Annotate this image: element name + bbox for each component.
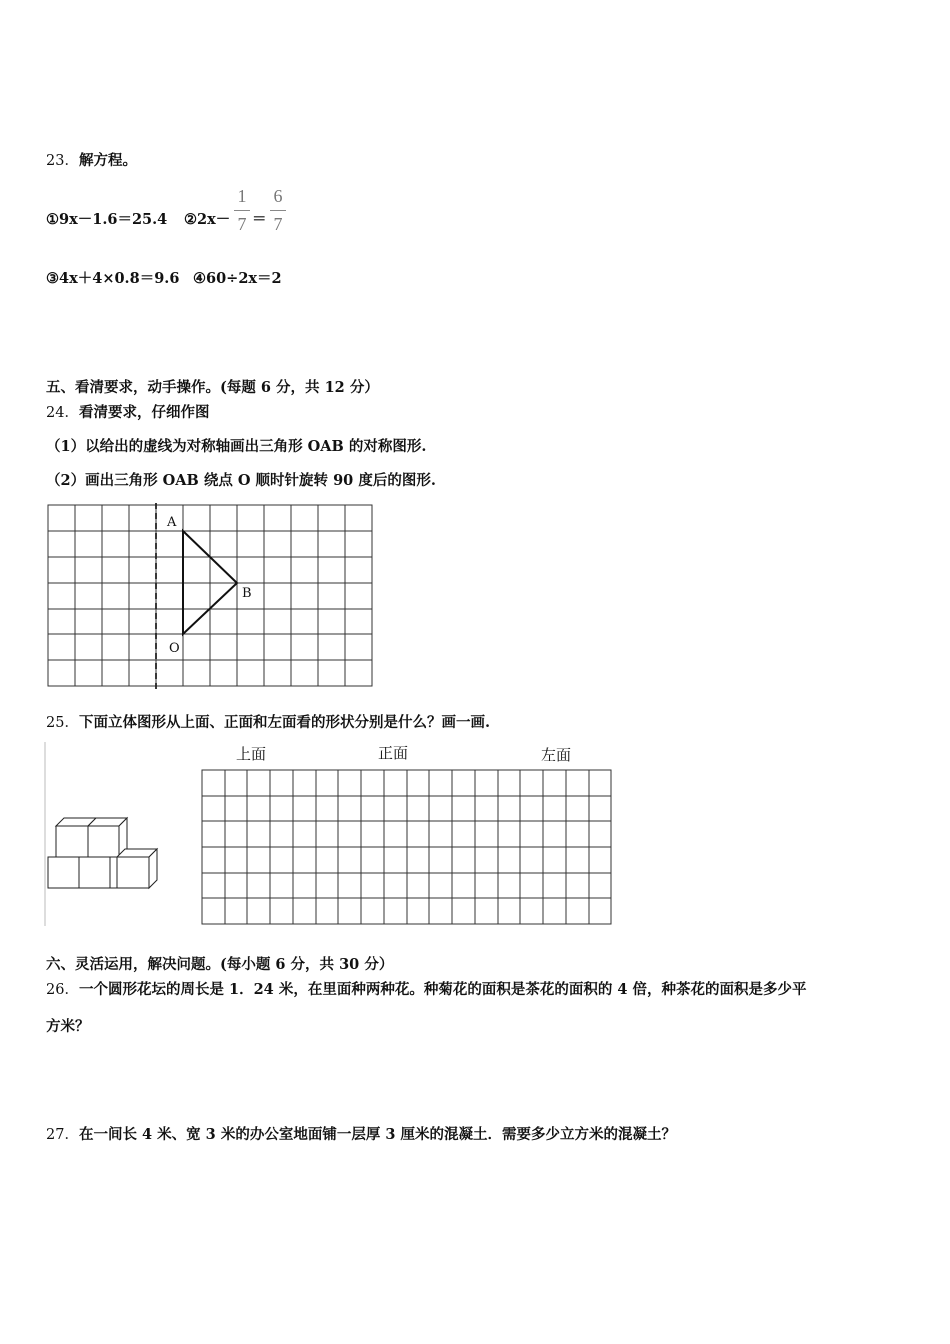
q26-line-1	[46, 981, 807, 999]
q23-fraction-1	[234, 186, 250, 235]
fraction-1-numerator: 1	[237, 186, 247, 206]
q25-number: 25．	[46, 715, 79, 731]
q23-equation-4: ④60÷2x＝2	[193, 270, 282, 287]
q27-number: 27．	[46, 1127, 79, 1143]
fraction-2-denominator: 7	[273, 214, 283, 234]
q26-number: 26．	[46, 982, 79, 998]
section-5-title: 五、看清要求，动手操作。(每题 6 分，共 12 分）	[46, 379, 379, 396]
q26-line-2: 方米？	[46, 1018, 90, 1035]
q24-grid	[48, 505, 372, 686]
q23-title: 解方程。	[78, 152, 137, 169]
point-a-label: A	[167, 515, 177, 530]
fraction-1-denominator: 7	[237, 214, 247, 234]
q23-heading	[46, 152, 137, 170]
q27-line	[46, 1126, 676, 1144]
q24-part-2: （2）画出三角形 OAB 绕点 O 顺时针旋转 90 度后的图形.	[46, 472, 436, 489]
q25-drawing-grid	[201, 769, 613, 927]
q24-title: 看清要求，仔细作图	[78, 404, 210, 421]
q23-equation-2-prefix: ②2x－	[184, 211, 231, 228]
q23-number: 23．	[46, 153, 79, 169]
point-b-label: B	[242, 586, 252, 601]
stacked-cubes	[48, 818, 157, 888]
q23-fraction-2	[270, 186, 286, 235]
q23-equation-2-equals: ＝	[252, 211, 267, 228]
q25-heading	[46, 714, 490, 732]
q23-equation-3: ③4x＋4×0.8＝9.6	[46, 270, 180, 287]
q25-cube-figure	[44, 742, 164, 928]
q25-title: 下面立体图形从上面、正面和左面看的形状分别是什么？画一画.	[78, 714, 490, 731]
q23-equation-1: ①9x－1.6＝25.4	[46, 211, 168, 228]
fraction-2-numerator: 6	[273, 186, 283, 206]
q26-text-1: 一个圆形花坛的周长是 1．24 米，在里面种两种花。种菊花的面积是茶花的面积的 4 倍，种茶花的面积是多少平	[78, 981, 807, 998]
point-o-label: O	[169, 641, 180, 656]
q24-number: 24．	[46, 405, 79, 421]
q24-part-1: （1）以给出的虚线为对称轴画出三角形 OAB 的对称图形.	[46, 438, 427, 455]
section-6-title: 六、灵活运用，解决问题。(每小题 6 分，共 30 分）	[46, 956, 394, 973]
q27-text: 在一间长 4 米、宽 3 米的办公室地面铺一层厚 3 厘米的混凝土．需要多少立方米的混凝土？	[78, 1126, 677, 1143]
view-label-front: 正面	[378, 744, 409, 762]
view-label-top: 上面	[236, 745, 267, 763]
view-label-left: 左面	[541, 746, 572, 764]
q24-heading	[46, 404, 209, 422]
q24-grid-figure	[46, 503, 374, 693]
